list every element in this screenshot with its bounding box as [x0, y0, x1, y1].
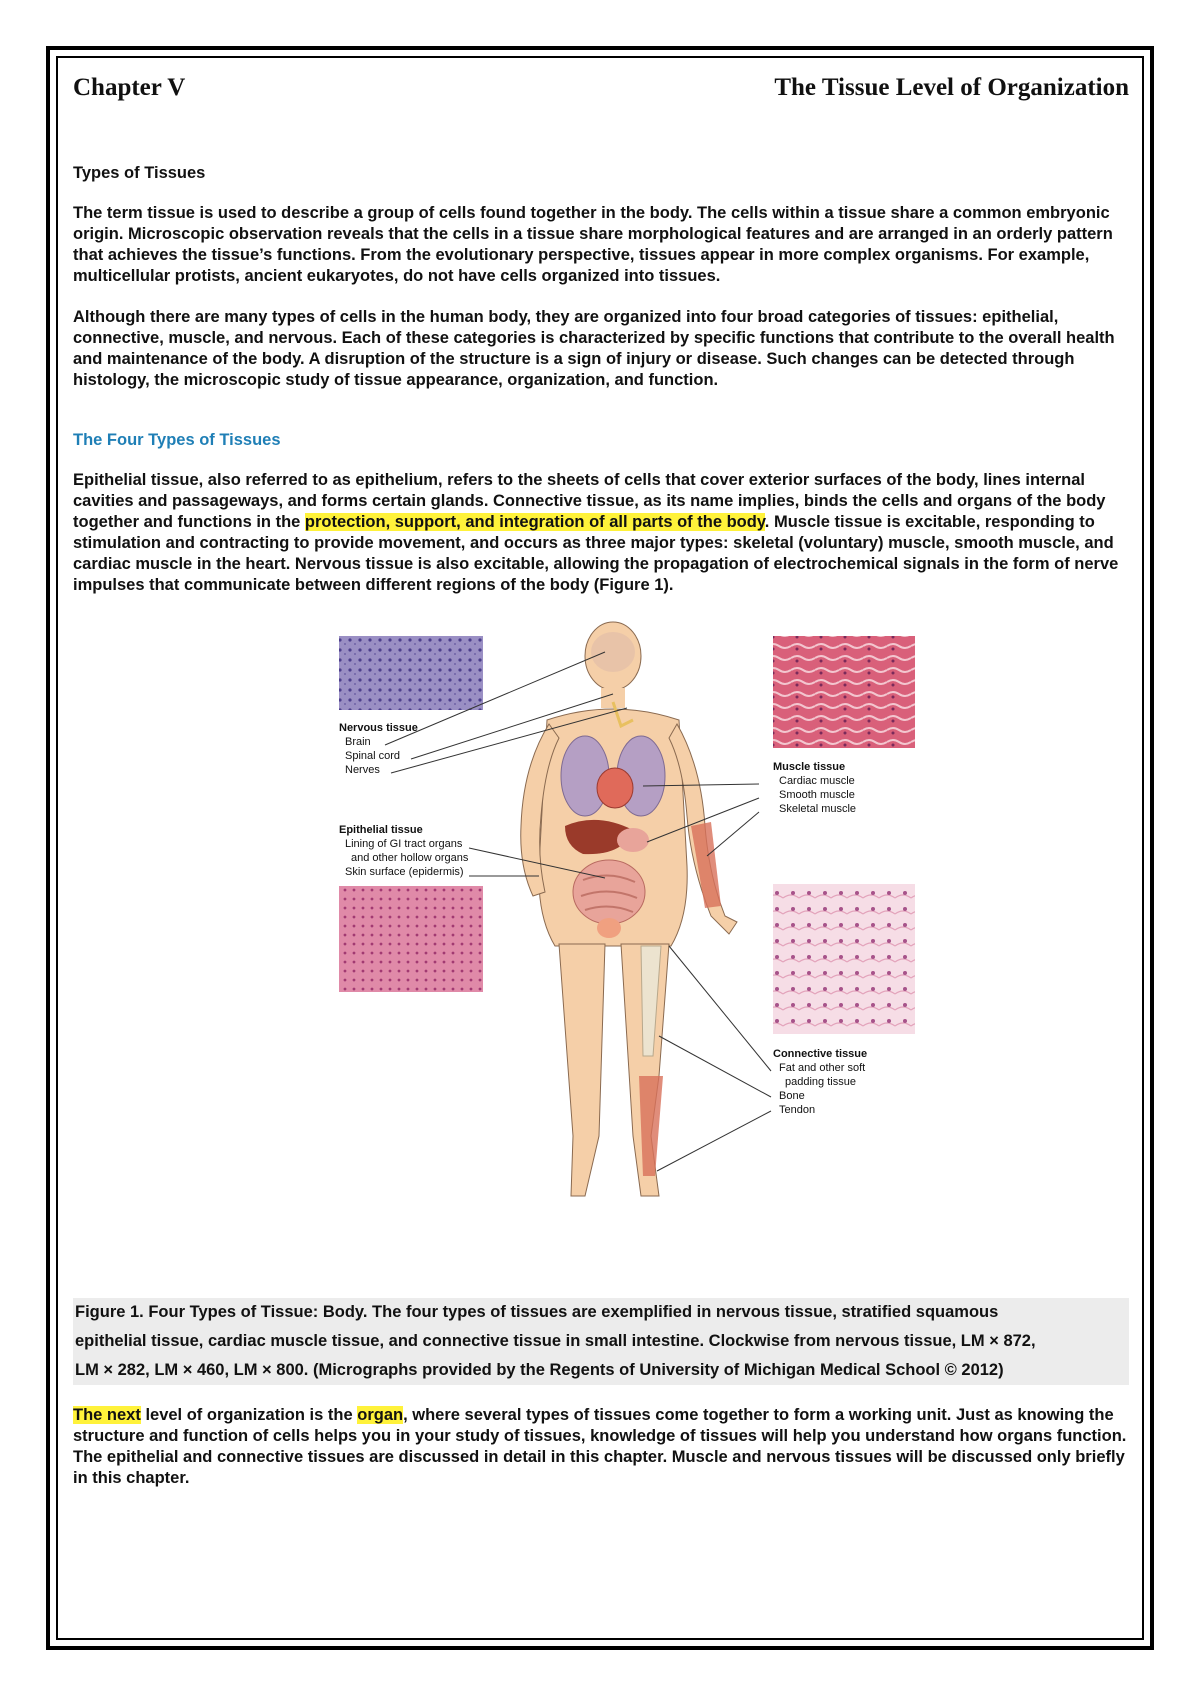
muscle-item-label: Smooth muscle — [779, 789, 855, 801]
body-diagram — [287, 616, 927, 1292]
paragraph-tissue-definition: The term tissue is used to describe a group of cells found together in the body. The cells within a tissue share a common embryonic origin. Microscopic observation reveals that the cells in a tissue share morphological features and are arranged in an orderly pattern that achieves the tissue’s functions. From the evolutionary perspective, tissues appear in more complex organisms. For example, multicellular protists, ancient eukaryotes, do not have cells organized into tissues. — [73, 204, 1113, 285]
figure-four-tissue-types — [287, 616, 927, 1292]
nervous-item-label: Nerves — [345, 764, 380, 776]
nervous-item-label: Brain — [345, 736, 371, 748]
caption-line: LM × 282, LM × 460, LM × 800. (Micrographs provided by the Regents of University of Michigan Medical School © 2012) — [75, 1361, 1004, 1379]
human-body-illustration — [521, 622, 737, 1196]
epithelial-tissue-label: Epithelial tissue — [339, 824, 423, 836]
chapter-label: Chapter V — [73, 74, 186, 101]
connective-item-label: Bone — [779, 1090, 805, 1102]
caption-line: epithelial tissue, cardiac muscle tissue, and connective tissue in small intestine. Clockwise from nervous tissue, LM × 872, — [75, 1332, 1036, 1350]
nervous-item-label: Spinal cord — [345, 750, 401, 762]
text-part: level of organization is the — [140, 1406, 358, 1424]
muscle-item-label: Cardiac muscle — [779, 775, 855, 787]
muscle-tissue-micrograph — [773, 636, 915, 748]
nervous-tissue-micrograph — [339, 636, 483, 710]
epithelial-item-label: Skin surface (epidermis) — [345, 866, 464, 878]
connective-tissue-label: Connective tissue — [773, 1048, 868, 1060]
connective-item-label: Tendon — [779, 1104, 816, 1116]
section-title-four-types: The Four Types of Tissues — [73, 431, 281, 449]
connective-tissue-micrograph — [773, 884, 915, 1034]
connective-item-label: Fat and other soft — [779, 1062, 866, 1074]
epithelial-item-label: Lining of GI tract organs — [345, 838, 463, 850]
paragraph-tissue-categories: Although there are many types of cells in the human body, they are organized into four broad categories of tissues: epithelial, connective, muscle, and nervous. Each of these categories is characterized by specific functions that contribute to the overall health and maintenance of the body. A disruption of the structure is a sign of injury or disease. Such changes can be detected through histology, the microscopic study of tissue appearance, organization, and function. — [73, 308, 1115, 389]
text-part: , where several types of tissues come together to form a working unit. Just as knowing the structure and function of cells helps you in your study of tissues, knowledge of tissues will help you understand how organs function. The epithelial and connective tissues are discussed in detail in this chapter. Muscle and nervous tissues will be discussed only briefly in this chapter. — [73, 1406, 1127, 1487]
connective-item-label: padding tissue — [785, 1076, 856, 1088]
page-content — [73, 70, 1129, 1489]
highlighted-text: protection, support, and integration of all parts of the body — [304, 513, 765, 531]
caption-line: Figure 1. Four Types of Tissue: Body. The four types of tissues are exemplified in nervous tissue, stratified squamous — [75, 1303, 999, 1321]
highlighted-text: organ — [357, 1406, 404, 1424]
muscle-tissue-label: Muscle tissue — [773, 761, 846, 773]
text-part: . Muscle tissue is excitable, responding to stimulation and contracting to provide movement, and occurs as three major types: skeletal (voluntary) muscle, smooth muscle, and cardiac muscle in the heart. Nervous tissue is also excitable, allowing the propagation of electrochemical signals in the form of nerve impulses that communicate between different regions of the body (Figure 1). — [73, 513, 1119, 594]
epithelial-tissue-micrograph — [339, 886, 483, 992]
figure-caption — [73, 1298, 1129, 1385]
text-part: Epithelial tissue, also referred to as epithelium, refers to the sheets of cells that cover exterior surfaces of the body, lines internal cavities and passageways, and forms certain glands. Connective tissue, as its name implies, binds the cells and organs of the body together and functions in the — [73, 471, 1106, 531]
highlighted-text: The next — [73, 1406, 141, 1424]
paragraph-four-types — [73, 470, 1129, 596]
muscle-item-label: Skeletal muscle — [779, 803, 857, 815]
nervous-tissue-label: Nervous tissue — [339, 722, 418, 734]
chapter-header — [73, 74, 1129, 102]
epithelial-item-label: and other hollow organs — [351, 852, 469, 864]
chapter-title: The Tissue Level of Organization — [774, 74, 1129, 101]
section-title-types: Types of Tissues — [73, 164, 206, 182]
paragraph-organ-level — [73, 1405, 1129, 1489]
